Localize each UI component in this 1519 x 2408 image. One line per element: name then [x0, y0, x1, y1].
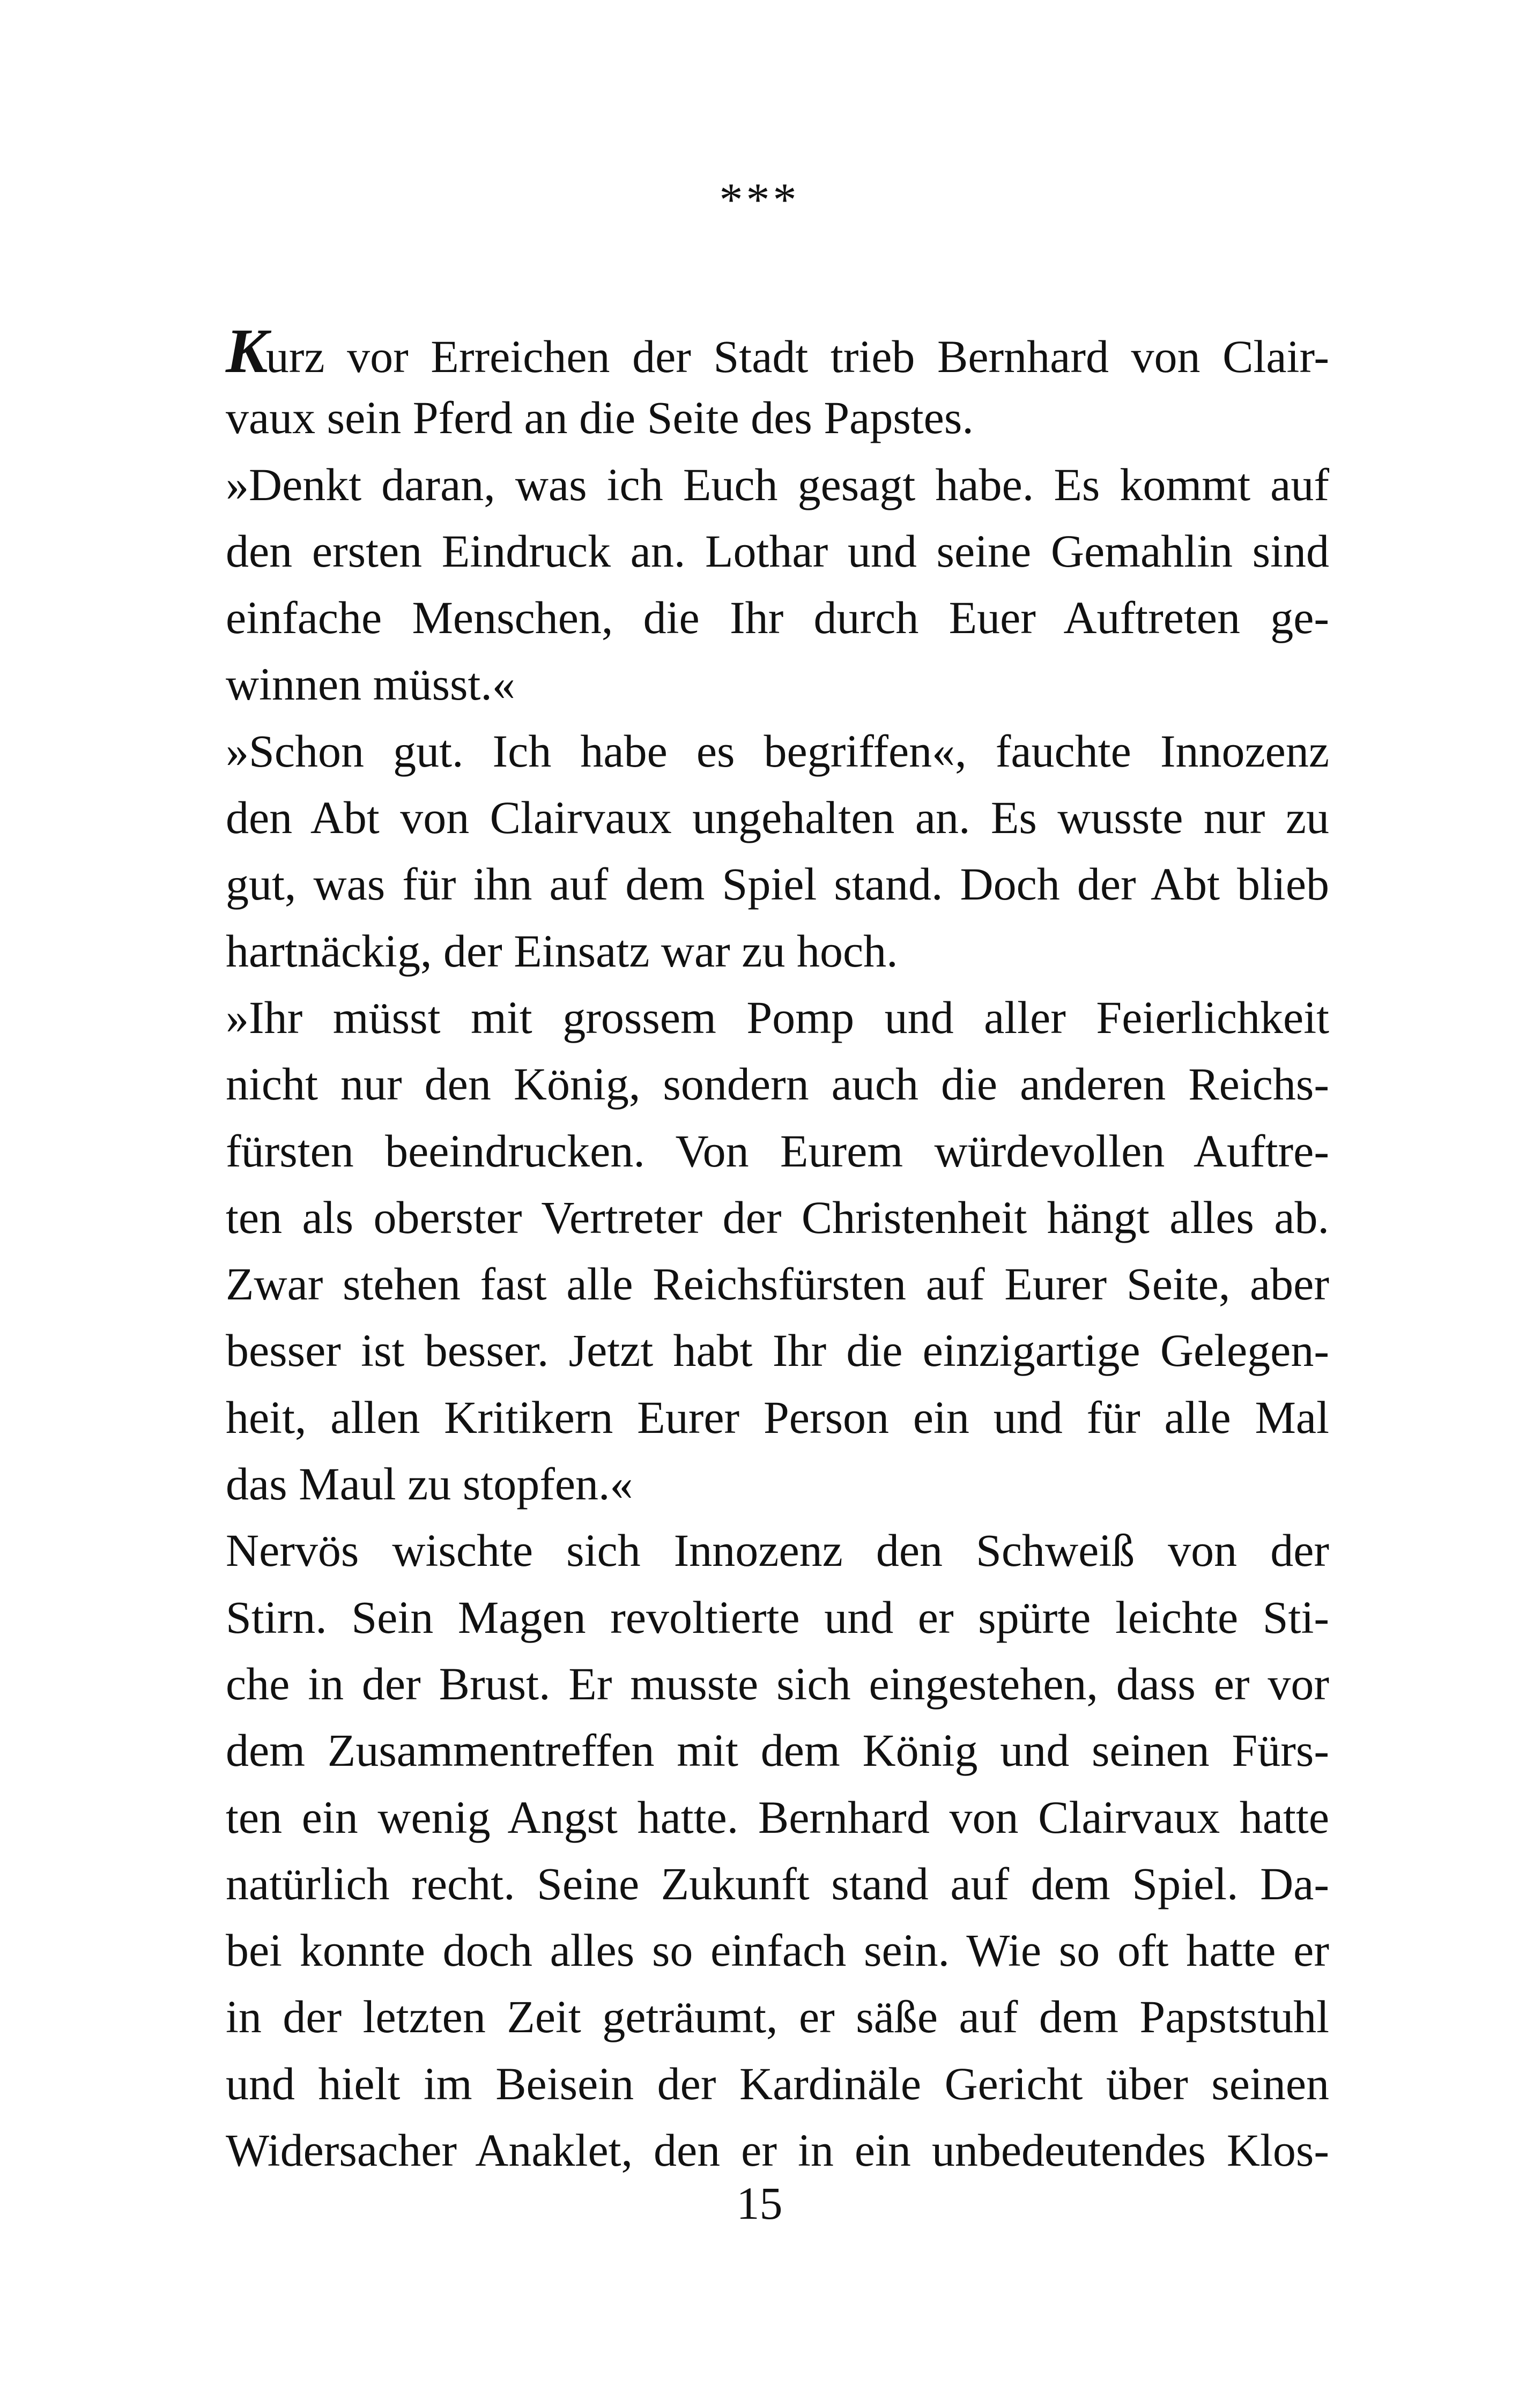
body-text: [226, 318, 1329, 2183]
text-line: Nervös wischte sich Innozenz den Schweiß von der: [226, 1525, 1329, 1577]
text-line: Widersacher Anaklet, den er in ein unbedeutendes Klos-: [226, 2124, 1329, 2176]
text-line: ten ein wenig Angst hatte. Bernhard von Clairvaux hatte: [226, 1791, 1329, 1843]
text-line: »Schon gut. Ich habe es begriffen«, fauchte Innozenz: [226, 725, 1329, 777]
page-number: 15: [736, 2177, 783, 2229]
text-line: fürsten beeindrucken. Von Eurem würdevollen Auftre-: [226, 1125, 1329, 1177]
text-line: in der letzten Zeit geträumt, er säße auf dem Papststuhl: [226, 1991, 1329, 2043]
text-line: den Abt von Clairvaux ungehalten an. Es wusste nur zu: [226, 792, 1329, 844]
text-line: hartnäckig, der Einsatz war zu hoch.: [226, 925, 898, 977]
text-line: Kurz vor Erreichen der Stadt trieb Bernhard von Clair-: [226, 316, 1329, 386]
text-line: bei konnte doch alles so einfach sein. Wie so oft hatte er: [226, 1924, 1329, 1976]
text-line: heit, allen Kritikern Eurer Person ein und für alle Mal: [226, 1391, 1329, 1443]
text-line: dem Zusammentreffen mit dem König und seinen Fürs-: [226, 1725, 1329, 1777]
text-line: einfache Menschen, die Ihr durch Euer Auftreten ge-: [226, 592, 1329, 644]
text-line: Zwar stehen fast alle Reichsfürsten auf Eurer Seite, aber: [226, 1258, 1329, 1310]
text-line: nicht nur den König, sondern auch die anderen Reichs-: [226, 1058, 1329, 1110]
text-line: besser ist besser. Jetzt habt Ihr die einzigartige Gelegen-: [226, 1325, 1329, 1377]
text-line: winnen müsst.«: [226, 658, 515, 710]
text-line: und hielt im Beisein der Kardinäle Gericht über seinen: [226, 2057, 1329, 2109]
text-line: ten als oberster Vertreter der Christenheit hängt alles ab.: [226, 1191, 1329, 1243]
text-line: natürlich recht. Seine Zukunft stand auf dem Spiel. Da-: [226, 1857, 1329, 1909]
text-line: vaux sein Pferd an die Seite des Papstes.: [226, 392, 974, 444]
text-line: den ersten Eindruck an. Lothar und seine Gemahlin sind: [226, 525, 1329, 577]
text-line: das Maul zu stopfen.«: [226, 1458, 633, 1510]
text-line: Stirn. Sein Magen revoltierte und er spürte leichte Sti-: [226, 1591, 1329, 1643]
text-line: che in der Brust. Er musste sich eingestehen, dass er vor: [226, 1658, 1329, 1710]
text-line: »Denkt daran, was ich Euch gesagt habe. Es kommt auf: [226, 458, 1329, 510]
text-line: gut, was für ihn auf dem Spiel stand. Doch der Abt blieb: [226, 858, 1329, 910]
text-line: »Ihr müsst mit grossem Pomp und aller Feierlichkeit: [226, 991, 1329, 1043]
section-separator: ***: [719, 174, 800, 226]
drop-cap: K: [226, 316, 266, 386]
